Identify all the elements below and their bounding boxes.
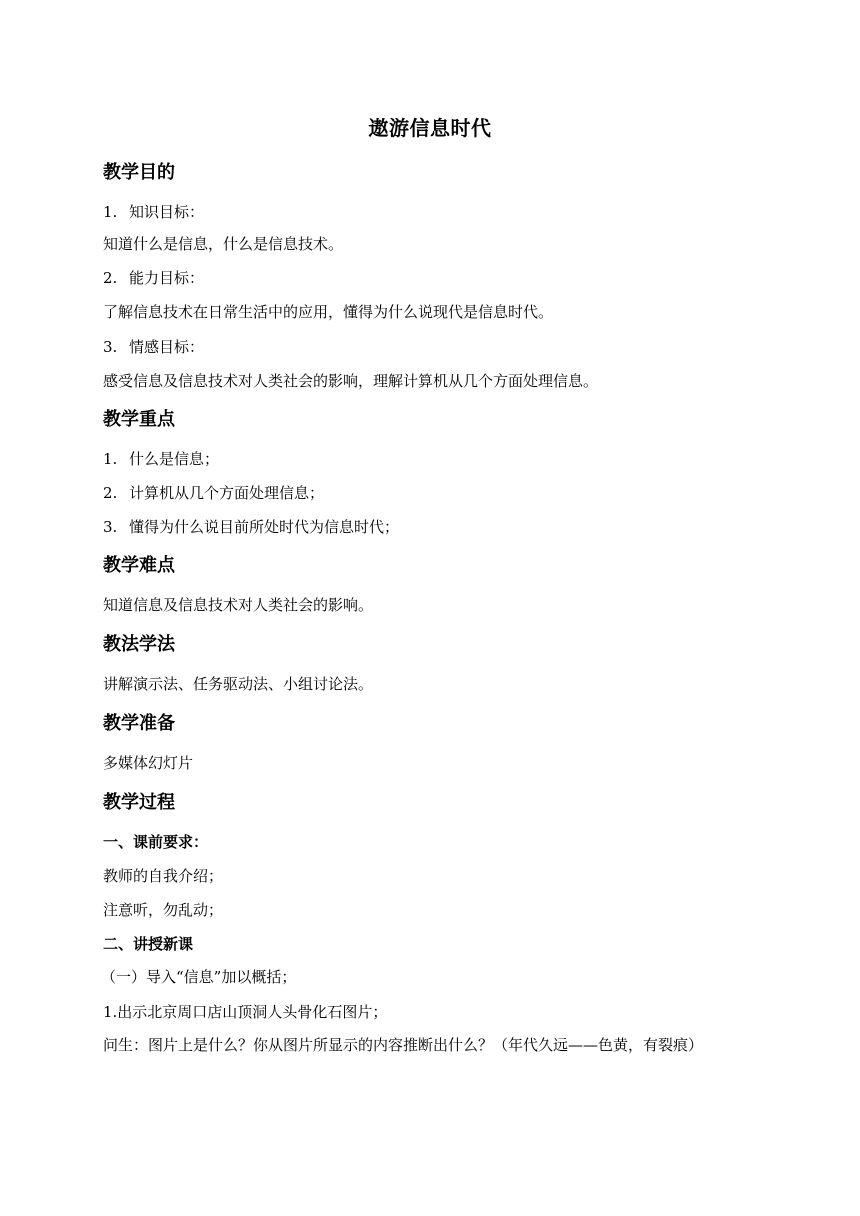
document-title: 遨游信息时代 xyxy=(368,116,492,140)
key-point-3-number: 3. xyxy=(103,518,118,536)
objective-3-number: 3. xyxy=(103,338,118,356)
heading-methods: 教法学法 xyxy=(103,634,175,655)
heading-key-points: 教学重点 xyxy=(103,409,175,430)
key-point-2-number: 2. xyxy=(103,484,118,502)
heading-difficulties: 教学难点 xyxy=(103,555,175,576)
key-point-2-text: 计算机从几个方面处理信息； xyxy=(129,484,325,502)
key-point-2 xyxy=(103,482,324,504)
difficulties-text: 知道信息及信息技术对人类社会的影响。 xyxy=(103,596,374,614)
key-point-3-text: 懂得为什么说目前所处时代为信息时代； xyxy=(129,518,400,536)
process-part1-line-1: 教师的自我介绍； xyxy=(103,867,224,885)
methods-text: 讲解演示法、任务驱动法、小组讨论法。 xyxy=(103,675,374,693)
objective-2-text: 了解信息技术在日常生活中的应用，懂得为什么说现代是信息时代。 xyxy=(103,303,554,321)
preparation-text: 多媒体幻灯片 xyxy=(103,754,194,772)
key-point-1-number: 1. xyxy=(103,450,118,468)
heading-objectives: 教学目的 xyxy=(103,162,175,183)
objective-3-label: 情感目标： xyxy=(129,338,205,356)
key-point-1 xyxy=(103,448,219,470)
objective-1-number: 1. xyxy=(103,203,118,221)
key-point-1-text: 什么是信息； xyxy=(129,450,220,468)
objective-3-label-line xyxy=(103,336,204,358)
key-point-3 xyxy=(103,516,399,538)
process-part2-heading: 二、讲授新课 xyxy=(103,935,194,953)
objective-1-text: 知道什么是信息，什么是信息技术。 xyxy=(103,235,344,253)
process-part2-step1: 1.出示北京周口店山顶洞人头骨化石图片； xyxy=(103,1003,388,1021)
heading-process: 教学过程 xyxy=(103,792,175,813)
objective-2-number: 2. xyxy=(103,269,118,287)
objective-1-label: 知识目标： xyxy=(129,203,205,221)
objective-2-label: 能力目标： xyxy=(129,269,205,287)
process-part2-intro: （一）导入“信息”加以概括； xyxy=(101,968,297,986)
objective-2-label-line xyxy=(103,267,204,289)
process-part2-question: 问生：图片上是什么？你从图片所显示的内容推断出什么？（年代久远——色黄，有裂痕） xyxy=(103,1036,704,1054)
objective-3-text: 感受信息及信息技术对人类社会的影响，理解计算机从几个方面处理信息。 xyxy=(103,372,599,390)
process-part1-heading: 一、课前要求： xyxy=(103,833,209,851)
objective-1-label-line xyxy=(103,201,204,223)
process-part1-line-2: 注意听，勿乱动； xyxy=(103,901,224,919)
heading-preparation: 教学准备 xyxy=(103,713,175,734)
